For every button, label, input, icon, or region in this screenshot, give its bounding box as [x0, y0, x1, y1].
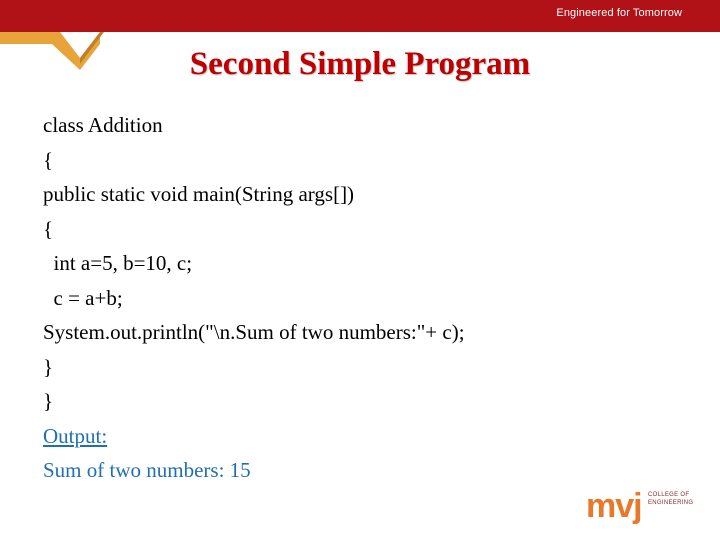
logo-mark: mvj	[586, 487, 642, 525]
code-line: {	[43, 147, 54, 172]
logo-text-line: ENGINEERING	[648, 499, 694, 506]
output-value: Sum of two numbers: 15	[43, 458, 251, 482]
slide-title: Second Simple Program	[189, 46, 531, 82]
logo-text	[648, 492, 704, 507]
code-line: int a=5, b=10, c;	[43, 251, 193, 275]
logo-text-line: COLLEGE OF	[648, 492, 690, 498]
header-tagline: Engineered for Tomorrow	[556, 7, 682, 19]
code-line: class Addition	[43, 113, 163, 137]
code-line: {	[43, 216, 54, 241]
code-block	[43, 108, 465, 488]
code-line: public static void main(String args[])	[43, 182, 355, 206]
code-line: c = a+b;	[43, 285, 123, 310]
college-logo	[586, 488, 704, 528]
output-label: Output:	[43, 423, 108, 448]
code-line: }	[43, 389, 54, 413]
code-line: System.out.println("\n.Sum of two numbers:"+ c);	[43, 320, 465, 344]
code-line: }	[43, 354, 54, 379]
